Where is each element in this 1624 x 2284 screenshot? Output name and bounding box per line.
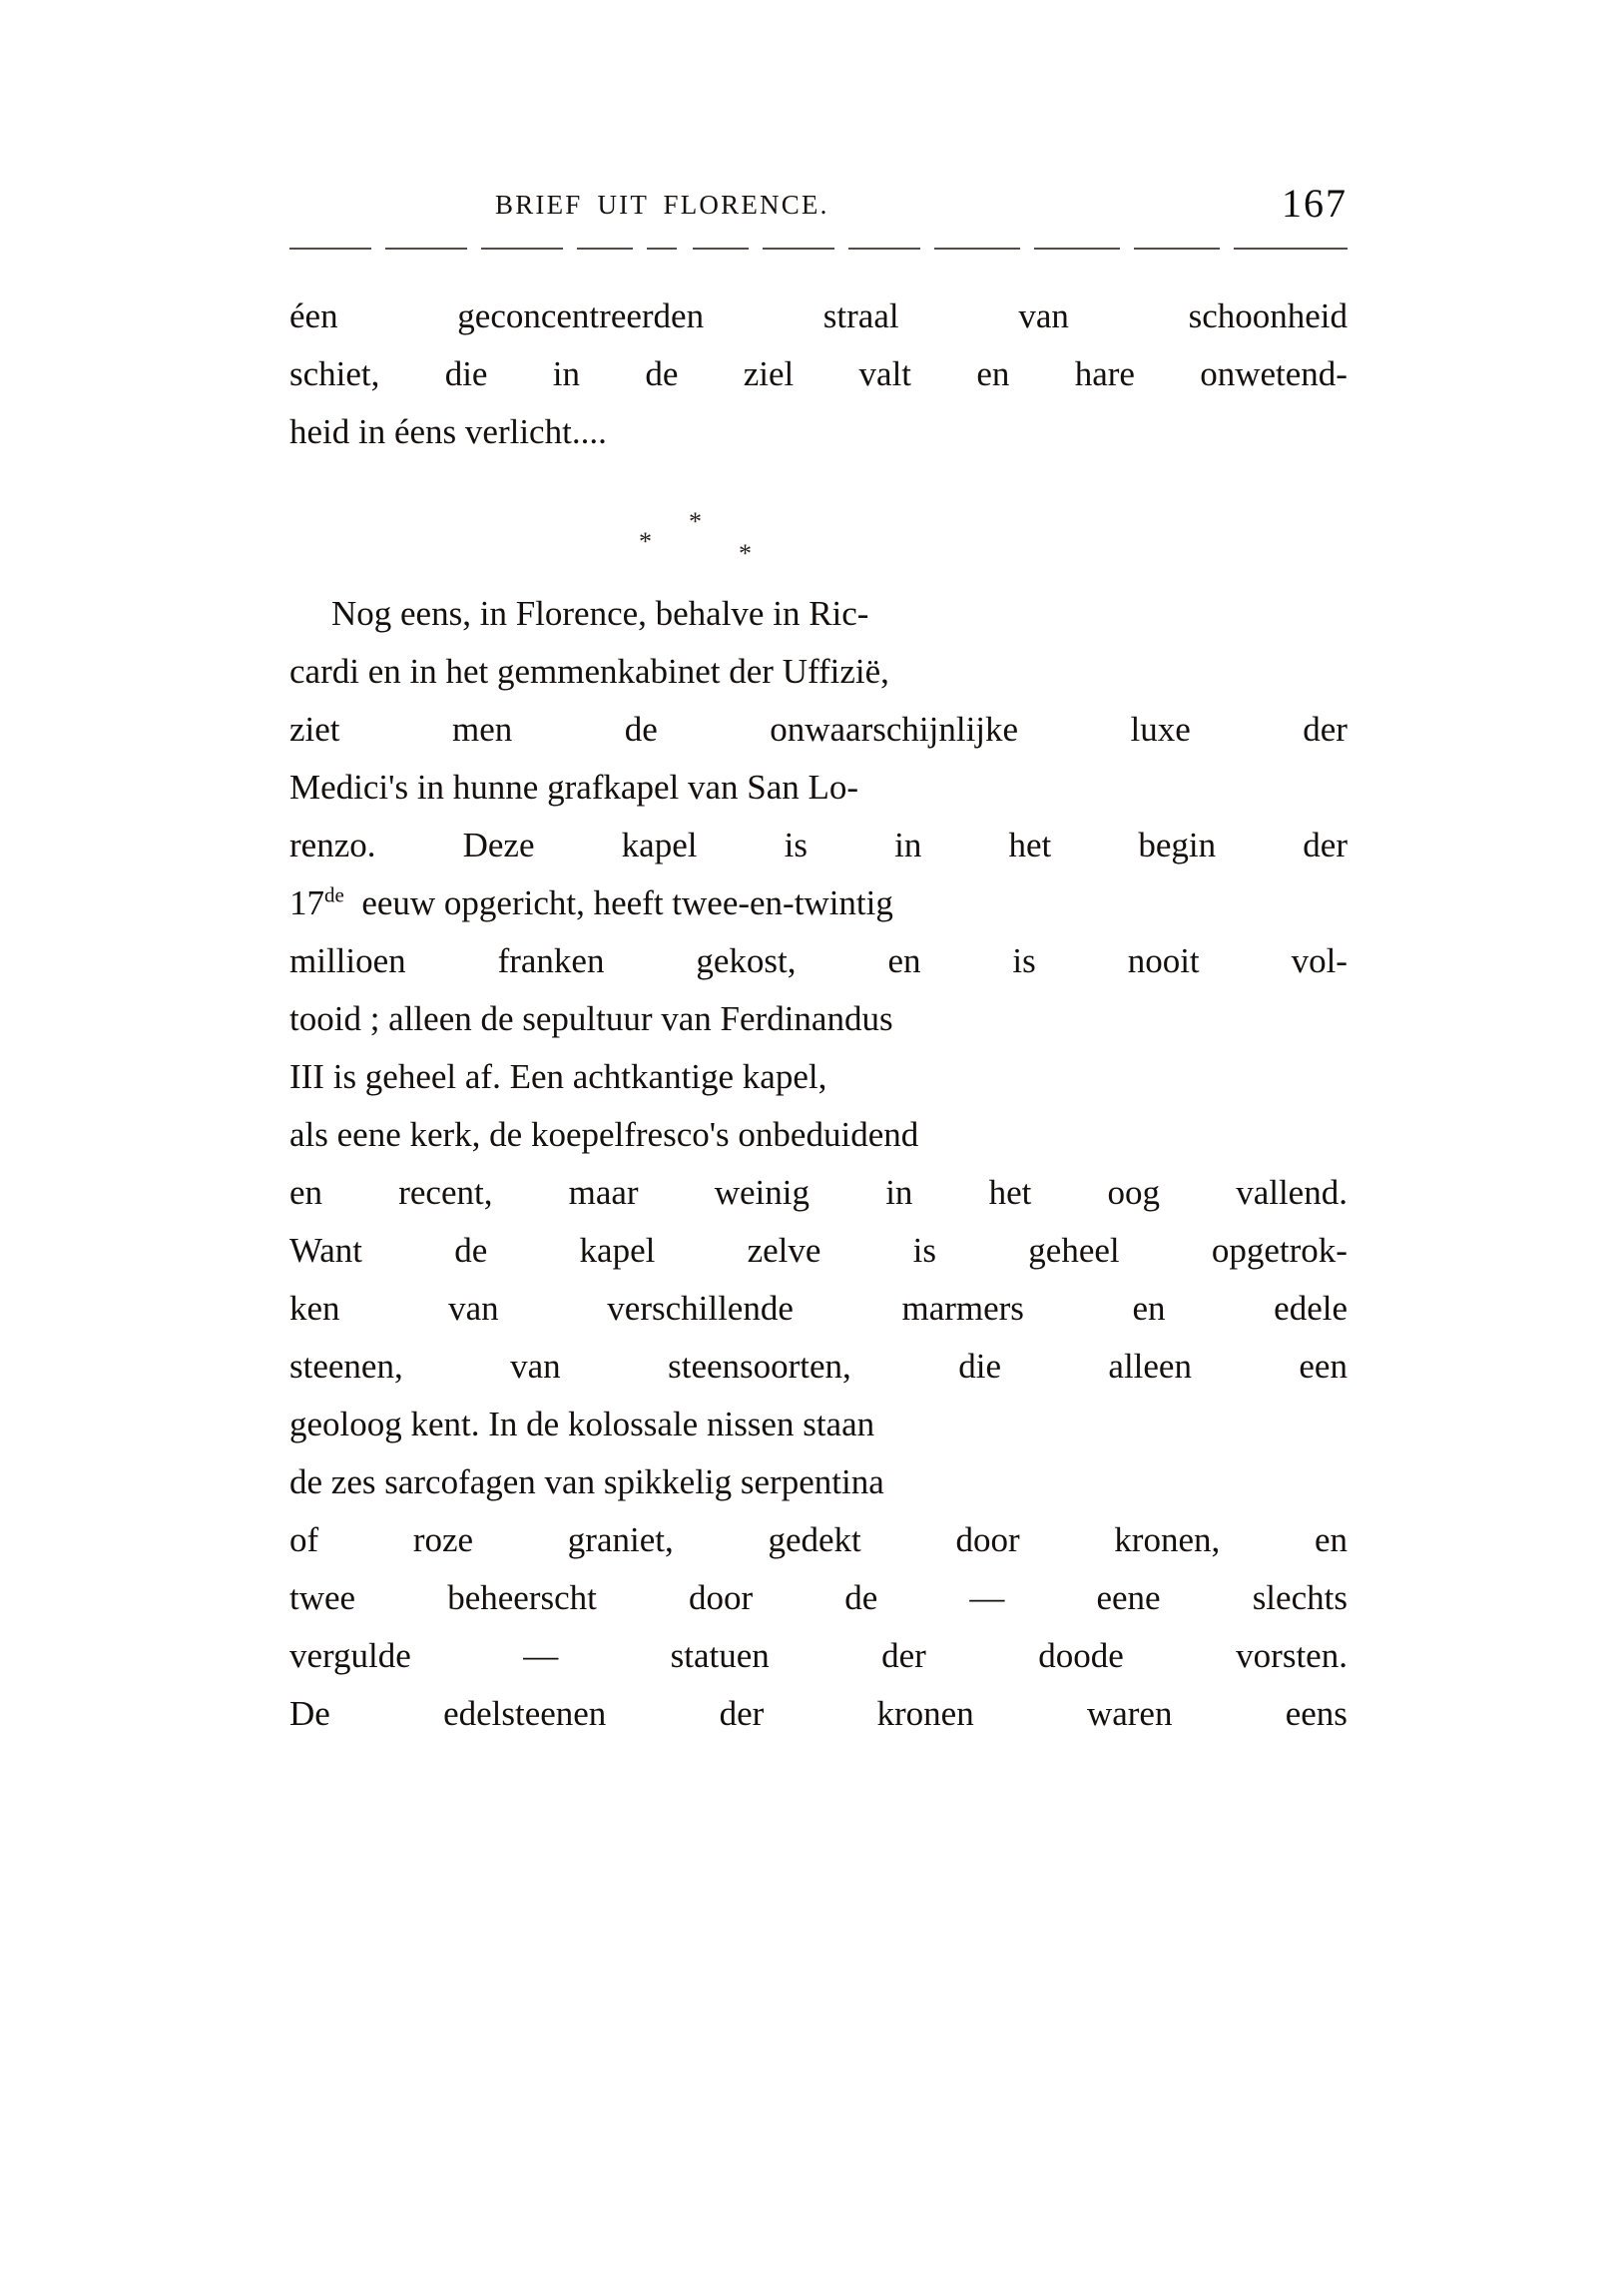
text-line (289, 585, 1348, 643)
line-text: III is geheel af. Een achtkantige kapel, (289, 1057, 827, 1096)
text-line (289, 345, 1348, 403)
line-text: tooid ; alleen de sepultuur van Ferdinandus (289, 999, 893, 1038)
word: begin (1138, 826, 1217, 864)
word: of (289, 1520, 319, 1559)
word: en (1132, 1289, 1166, 1328)
word: edelsteenen (443, 1694, 607, 1733)
word: kapel (621, 826, 698, 864)
word: opgetrok- (1211, 1231, 1348, 1270)
word: vallend. (1236, 1173, 1348, 1212)
word: door (688, 1578, 754, 1617)
word: steenen, (289, 1347, 403, 1386)
text-line (289, 643, 1348, 701)
text-line (289, 932, 1348, 990)
word: graniet, (567, 1520, 674, 1559)
text-line (289, 1511, 1348, 1569)
word: vol- (1291, 941, 1348, 980)
word: schoonheid (1188, 296, 1348, 335)
word: en (976, 354, 1010, 393)
text-line (289, 1048, 1348, 1106)
asterisk-icon: * (739, 539, 752, 568)
word: ziel (743, 354, 795, 393)
word: De (289, 1694, 330, 1733)
word: millioen (289, 941, 406, 980)
asterisk-icon: * (689, 507, 702, 536)
line-text: cardi en in het gemmenkabinet der Uffizië, (289, 652, 889, 691)
word: twee (289, 1578, 356, 1617)
word: en (887, 941, 921, 980)
word: — (969, 1578, 1005, 1617)
text-line (289, 759, 1348, 817)
word: gedekt (768, 1520, 861, 1559)
line-text: geoloog kent. In de kolossale nissen staan (289, 1405, 875, 1443)
word: het (988, 1173, 1032, 1212)
word: weinig (714, 1173, 811, 1212)
word: onwetend- (1200, 354, 1348, 393)
line-text: Nog eens, in Florence, behalve in Ric- (331, 594, 869, 633)
text-line (289, 287, 1348, 345)
word: edele (1274, 1289, 1348, 1328)
word: is (1012, 941, 1036, 980)
word: geconcentreerden (457, 296, 705, 335)
word: luxe (1130, 710, 1191, 749)
word: gekost, (696, 941, 797, 980)
word: en (1314, 1520, 1348, 1559)
text-line (289, 1569, 1348, 1627)
word: de (624, 710, 658, 749)
word: der (881, 1636, 926, 1675)
word: kapel (579, 1231, 656, 1270)
word: in (552, 354, 581, 393)
line-text: als eene kerk, de koepelfresco's onbeduidend (289, 1115, 919, 1154)
paragraph-continuation (289, 287, 1348, 461)
word: der (1303, 710, 1348, 749)
text-line (289, 1106, 1348, 1164)
word: kronen, (1114, 1520, 1221, 1559)
word: die (444, 354, 488, 393)
word: van (1018, 296, 1069, 335)
word: Deze (462, 826, 535, 864)
word: men (452, 710, 513, 749)
word: schiet, (289, 354, 380, 393)
word: verschillende (607, 1289, 794, 1328)
word: ziet (289, 710, 340, 749)
word: valt (858, 354, 912, 393)
word: roze (412, 1520, 474, 1559)
running-head (289, 181, 1348, 242)
word: geheel (1028, 1231, 1120, 1270)
text-line (289, 1280, 1348, 1338)
word: steensoorten, (668, 1347, 851, 1386)
word: der (719, 1694, 765, 1733)
word: zelve (747, 1231, 821, 1270)
line-text: Medici's in hunne grafkapel van San Lo- (289, 768, 859, 807)
word: hare (1074, 354, 1135, 393)
page-number: 167 (1282, 181, 1348, 226)
word: oog (1107, 1173, 1161, 1212)
word: eens (1285, 1694, 1348, 1733)
word: in (885, 1173, 913, 1212)
word: eene (1096, 1578, 1161, 1617)
asterisk-icon: * (639, 527, 652, 556)
text-line (289, 1338, 1348, 1396)
word: ken (289, 1289, 340, 1328)
asterisk-ornament (289, 491, 1348, 577)
word: Want (289, 1231, 362, 1270)
text-line (289, 1453, 1348, 1511)
text-line (289, 1396, 1348, 1453)
word: die (958, 1347, 1001, 1386)
word: vergulde (289, 1636, 411, 1675)
text-line (289, 1222, 1348, 1280)
word: straal (822, 296, 899, 335)
word: kronen (876, 1694, 974, 1733)
word: franken (497, 941, 605, 980)
word: is (912, 1231, 937, 1270)
running-head-title: BRIEF UIT FLORENCE. (495, 190, 829, 220)
word: de (645, 354, 679, 393)
word: door (955, 1520, 1020, 1559)
word: recent, (398, 1173, 493, 1212)
word: der (1303, 826, 1348, 864)
text-line-with-superscript: 17de eeuw opgericht, heeft twee-en-twintig (289, 882, 893, 922)
text-line (289, 1627, 1348, 1685)
text-line (289, 701, 1348, 759)
line-text: 17 (289, 883, 324, 922)
word: een (1299, 1347, 1348, 1386)
word: — (523, 1636, 559, 1675)
text-line (289, 1164, 1348, 1222)
word: beheerscht (447, 1578, 597, 1617)
word: in (894, 826, 922, 864)
word: slechts (1252, 1578, 1348, 1617)
line-text: de zes sarcofagen van spikkelig serpentina (289, 1462, 884, 1501)
word: onwaarschijnlijke (770, 710, 1019, 749)
word: éen (289, 296, 338, 335)
word: waren (1086, 1694, 1173, 1733)
word: maar (568, 1173, 639, 1212)
word: vorsten. (1236, 1636, 1348, 1675)
word: alleen (1108, 1347, 1192, 1386)
word: nooit (1127, 941, 1200, 980)
word: van (448, 1289, 499, 1328)
word: van (510, 1347, 561, 1386)
text-line (289, 403, 1348, 461)
text-line (289, 1685, 1348, 1743)
text-line (289, 817, 1348, 874)
paragraph-main (289, 585, 1348, 1743)
ordinal-superscript: de (324, 882, 344, 907)
word: statuen (670, 1636, 770, 1675)
word: is (784, 826, 808, 864)
word: renzo. (289, 826, 376, 864)
page-content (289, 181, 1348, 1743)
word: marmers (901, 1289, 1024, 1328)
word: en (289, 1173, 323, 1212)
word: doode (1038, 1636, 1124, 1675)
word: de (844, 1578, 878, 1617)
word: de (454, 1231, 488, 1270)
word: het (1008, 826, 1052, 864)
text-line (289, 990, 1348, 1048)
line-text: heid in éens verlicht.... (289, 412, 607, 451)
